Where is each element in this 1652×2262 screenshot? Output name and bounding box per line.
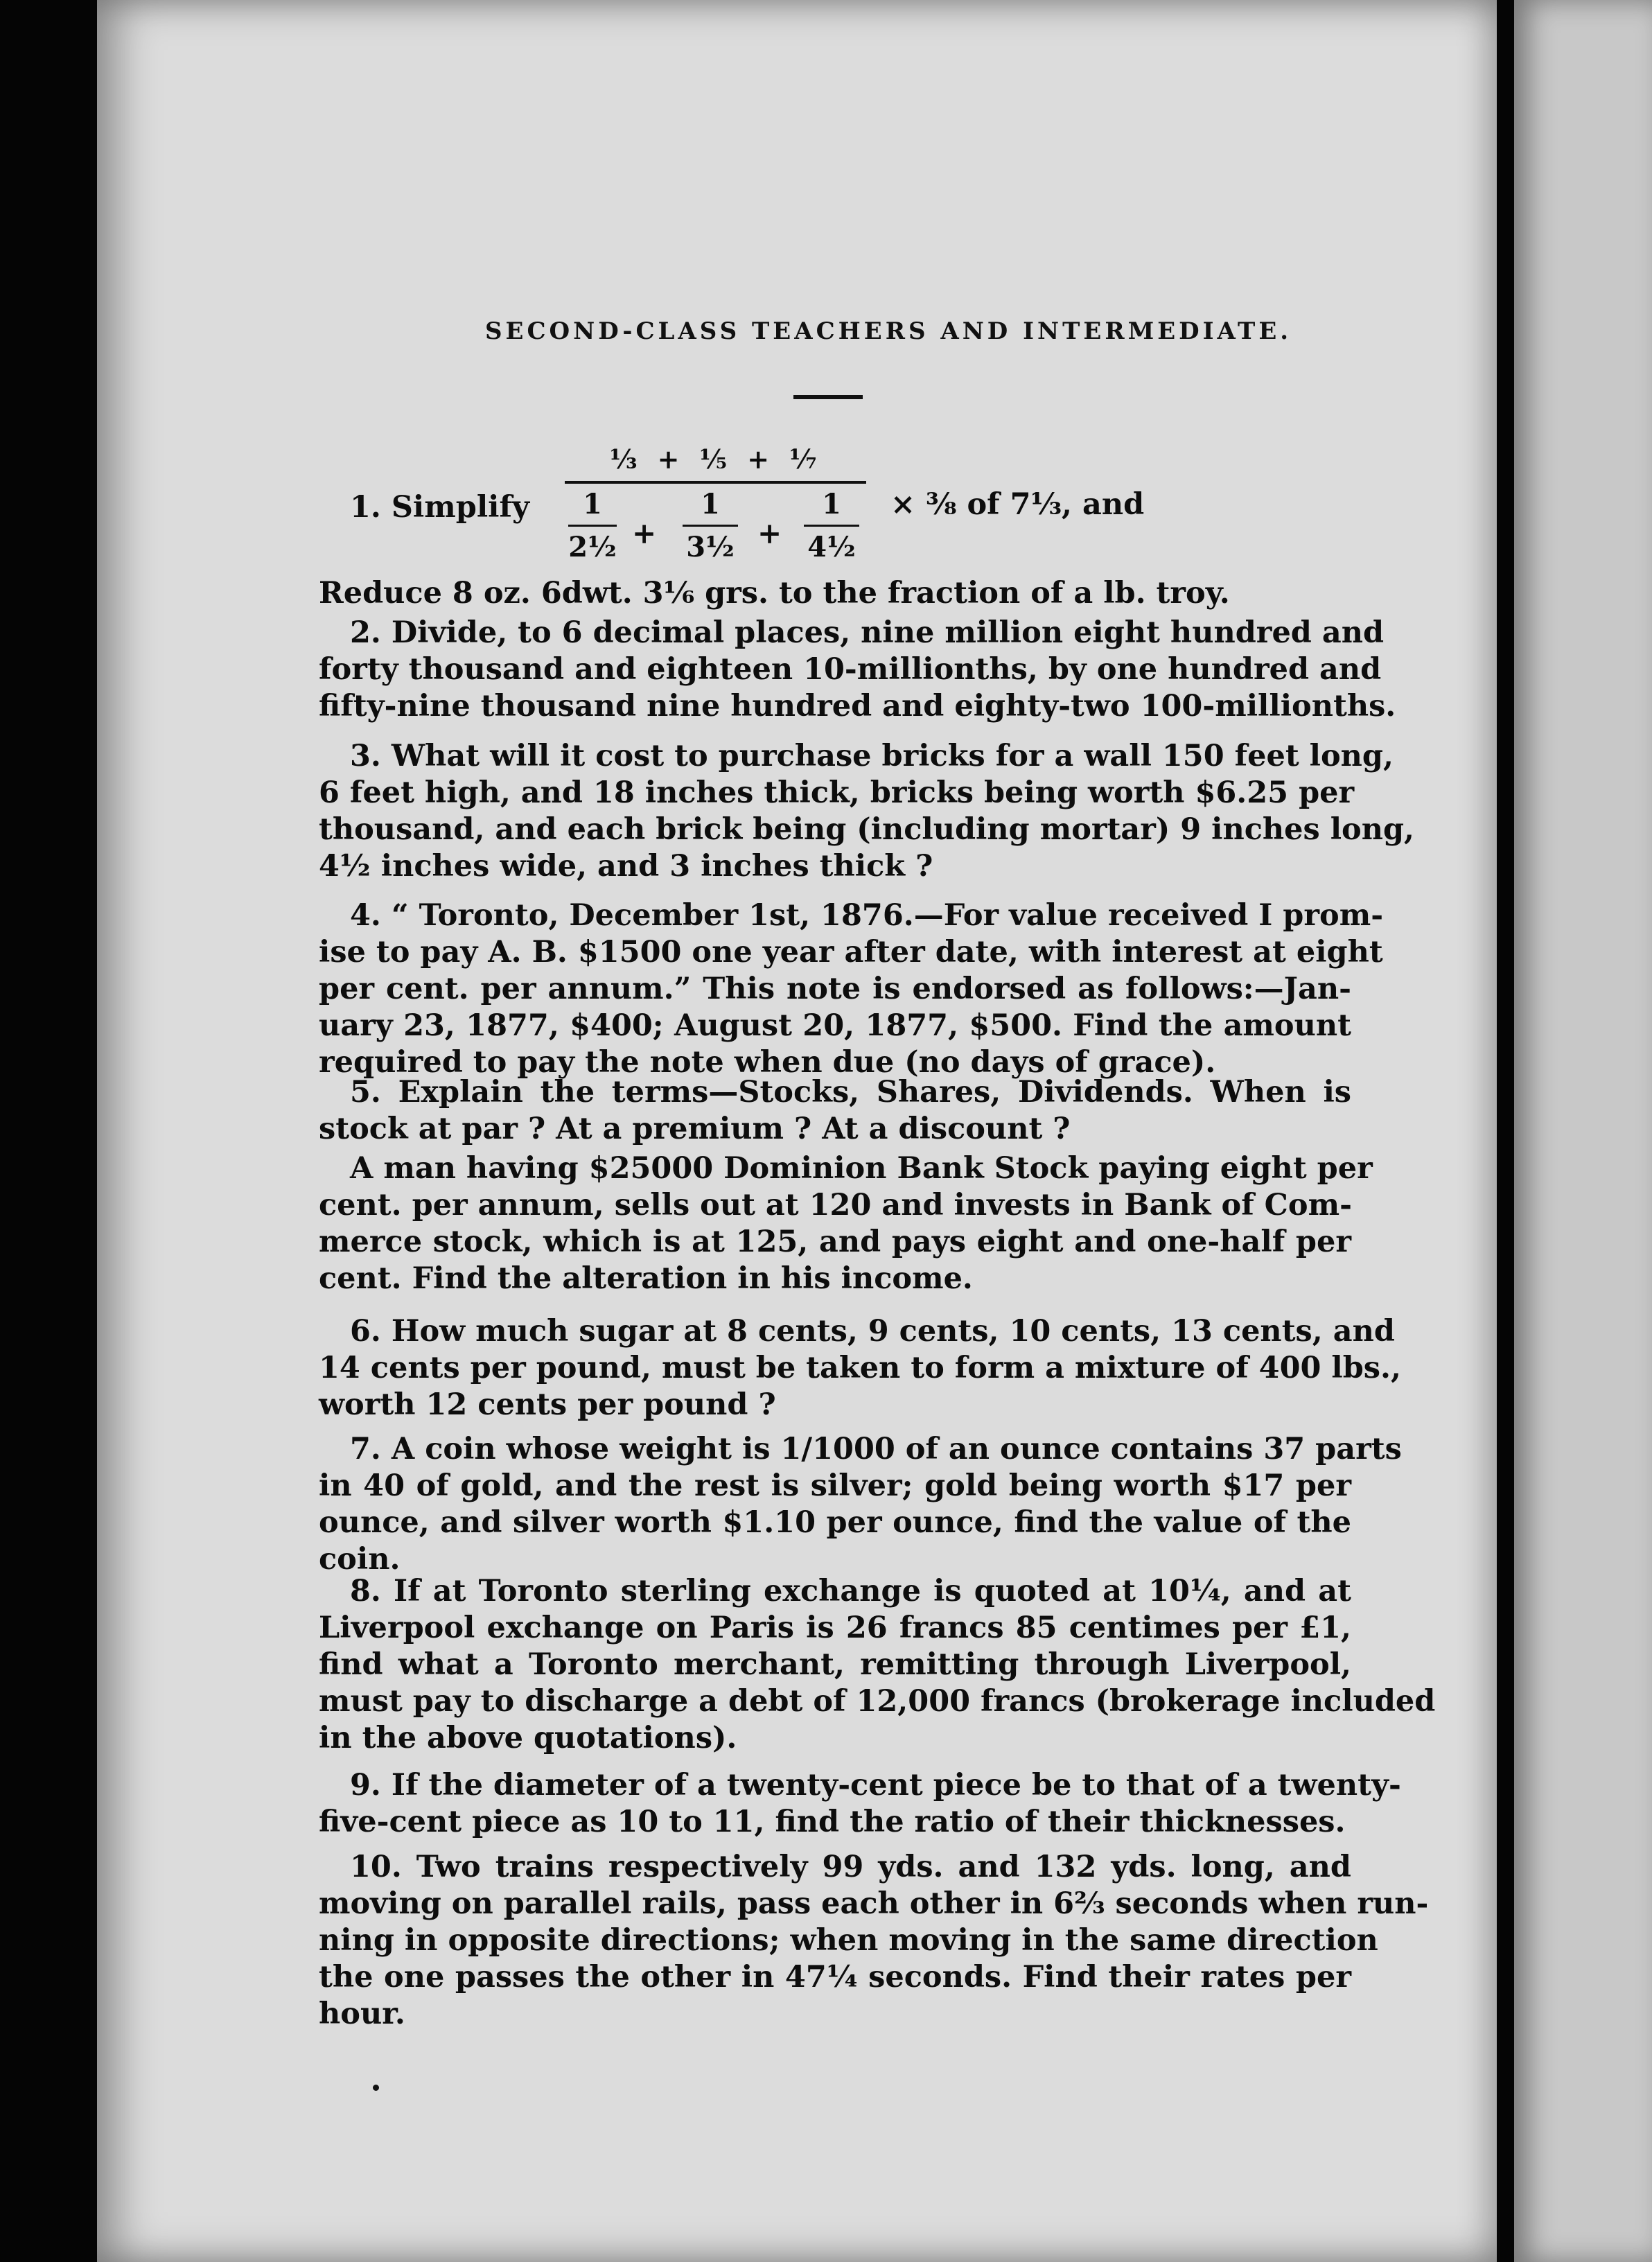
q1-denominator-fraction-1: [568, 488, 617, 563]
paragraph-1-line-3: fifty-nine thousand nine hundred and eighty-two 100-millionths.: [319, 689, 1396, 724]
paragraph-3-line-4: uary 23, 1877, $400; August 20, 1877, $500. Find the amount: [319, 1008, 1351, 1043]
q1-d2-den: 3½: [686, 531, 735, 563]
paragraph-3-line-5: required to pay the note when due (no days of grace).: [319, 1045, 1216, 1080]
paragraph-8-line-3: find what a Toronto merchant, remitting through Liverpool,: [319, 1647, 1351, 1682]
q1-d1-bar: [568, 525, 617, 527]
paragraph-3-line-3: per cent. per annum.” This note is endorsed as follows:—Jan-: [319, 972, 1351, 1006]
paragraph-6-line-3: worth 12 cents per pound ?: [319, 1387, 776, 1422]
paragraph-10-line-3: ning in opposite directions; when moving in the same direction: [319, 1923, 1378, 1958]
q1-plus-1: +: [632, 516, 657, 550]
q1-numerator: ⅓ + ⅕ + ⅐: [610, 444, 823, 475]
paragraph-8-line-5: in the above quotations).: [319, 1721, 737, 1755]
q1-main-fraction-bar: [565, 481, 866, 484]
paragraph-8-line-2: Liverpool exchange on Paris is 26 francs 85 centimes per £1,: [319, 1611, 1351, 1645]
paragraph-7-line-1: 7. A coin whose weight is 1/1000 of an ounce contains 37 parts: [350, 1432, 1402, 1466]
q1-d3-num: 1: [822, 488, 841, 520]
paragraph-4-line-2: stock at par ? At a premium ? At a discount ?: [319, 1112, 1071, 1146]
paragraph-10-line-4: the one passes the other in 47¼ seconds. Find their rates per: [319, 1960, 1351, 1994]
paragraph-5-line-2: cent. per annum, sells out at 120 and invests in Bank of Com-: [319, 1188, 1352, 1222]
paragraph-10-line-1: 10. Two trains respectively 99 yds. and 132 yds. long, and: [350, 1850, 1351, 1884]
paragraph-10-line-5: hour.: [319, 1997, 405, 2031]
print-speck: [373, 2085, 379, 2091]
paragraph-8-line-4: must pay to discharge a debt of 12,000 francs (brokerage included: [319, 1684, 1436, 1719]
paragraph-1-line-2: forty thousand and eighteen 10-millionths, by one hundred and: [319, 652, 1382, 687]
paragraph-2-line-3: thousand, and each brick being (including mortar) 9 inches long,: [319, 812, 1415, 847]
q1-label: 1. Simplify: [350, 490, 529, 525]
q1-tail: × ⅜ of 7⅓, and: [890, 487, 1145, 522]
q1-d1-den: 2½: [568, 531, 617, 563]
q1-denominator-fraction-2: [683, 488, 738, 563]
paragraph-5-line-3: merce stock, which is at 125, and pays eight and one-half per: [319, 1225, 1351, 1259]
paragraph-2-line-1: 3. What will it cost to purchase bricks for a wall 150 feet long,: [350, 739, 1394, 773]
paragraph-1-line-1: 2. Divide, to 6 decimal places, nine million eight hundred and: [350, 615, 1385, 650]
q1-d2-bar: [683, 525, 738, 527]
q1-denominator-fraction-3: [804, 488, 859, 563]
paragraph-5-line-4: cent. Find the alteration in his income.: [319, 1261, 973, 1296]
q1-d3-den: 4½: [807, 531, 856, 563]
paragraph-4-line-1: 5. Explain the terms—Stocks, Shares, Dividends. When is: [350, 1075, 1351, 1110]
paragraph-9-line-2: five-cent piece as 10 to 11, find the ratio of their thicknesses.: [319, 1805, 1346, 1839]
q1-reduce-line: Reduce 8 oz. 6dwt. 3⅙ grs. to the fraction of a lb. troy.: [319, 576, 1230, 611]
paragraph-7-line-3: ounce, and silver worth $1.10 per ounce, find the value of the: [319, 1505, 1351, 1540]
paragraph-7-line-4: coin.: [319, 1542, 401, 1577]
heading-rule: [793, 395, 863, 399]
paragraph-3-line-1: 4. “ Toronto, December 1st, 1876.—For value received I prom-: [350, 898, 1384, 933]
paragraph-3-line-2: ise to pay A. B. $1500 one year after date, with interest at eight: [319, 935, 1383, 970]
paragraph-10-line-2: moving on parallel rails, pass each other in 6⅔ seconds when run-: [319, 1886, 1429, 1921]
paragraph-2-line-2: 6 feet high, and 18 inches thick, bricks being worth $6.25 per: [319, 775, 1355, 810]
q1-plus-2: +: [757, 516, 782, 550]
q1-d3-bar: [804, 525, 859, 527]
q1-d2-num: 1: [701, 488, 720, 520]
paragraph-2-line-4: 4½ inches wide, and 3 inches thick ?: [319, 849, 933, 884]
section-heading: SECOND-CLASS TEACHERS AND INTERMEDIATE.: [485, 317, 1292, 345]
paragraph-6-line-1: 6. How much sugar at 8 cents, 9 cents, 10 cents, 13 cents, and: [350, 1314, 1395, 1349]
paragraph-7-line-2: in 40 of gold, and the rest is silver; gold being worth $17 per: [319, 1468, 1351, 1503]
paragraph-9-line-1: 9. If the diameter of a twenty-cent piece be to that of a twenty-: [350, 1768, 1401, 1803]
paragraph-5-line-1: A man having $25000 Dominion Bank Stock paying eight per: [350, 1151, 1373, 1186]
q1-d1-num: 1: [583, 488, 602, 520]
adjacent-page-edge: [1514, 0, 1652, 2262]
paragraph-6-line-2: 14 cents per pound, must be taken to form a mixture of 400 lbs.,: [319, 1351, 1401, 1385]
paragraph-8-line-1: 8. If at Toronto sterling exchange is quoted at 10¼, and at: [350, 1574, 1351, 1608]
